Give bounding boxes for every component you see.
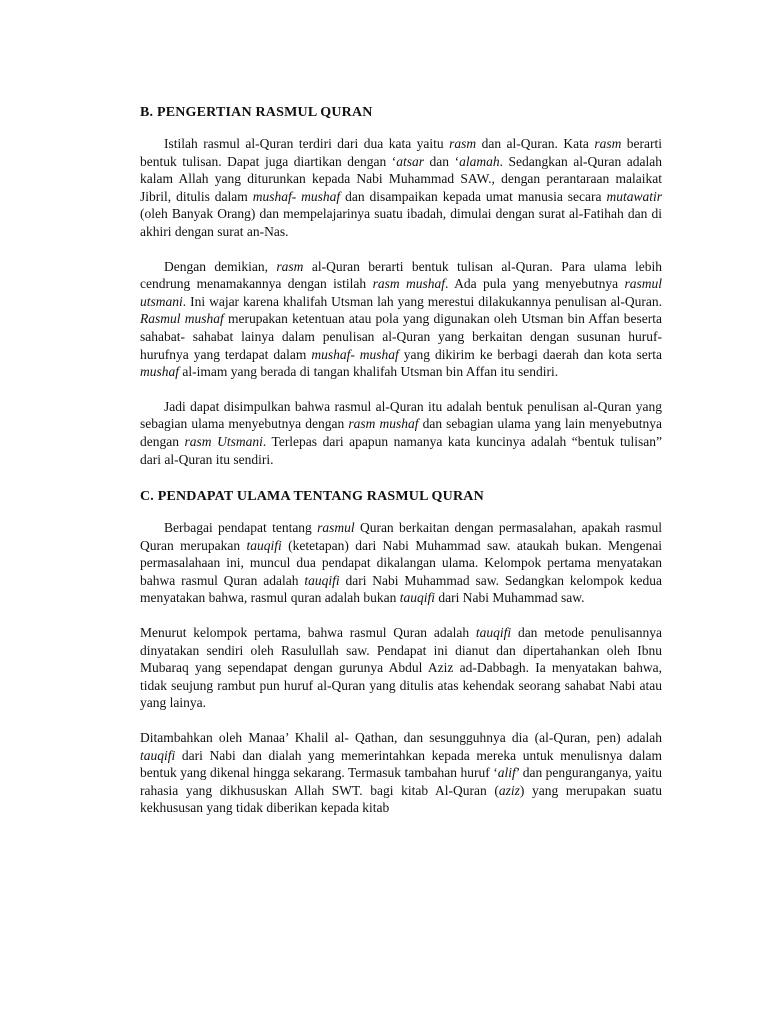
italic-term: rasm mushaf	[348, 416, 419, 432]
section-c-paragraph-3	[140, 729, 662, 817]
italic-term: rasm	[276, 258, 304, 274]
text-run: Berbagai pendapat tentang	[164, 520, 318, 536]
text-run: dan metode penulisannya dinyatakan sendiri oleh Rasulullah saw. Pendapat ini dianut dan dipertahankan oleh Ibnu Mubaraq yang sependapat dengan gurunya Abdul Aziz ad-Dabbagh. Ia menyatakan bahwa, tidak seujung rambut pun huruf al-Quran yang ditulis atas kehendak seorang sahabat Nabi atau yang lainya.	[140, 625, 662, 711]
italic-term: rasm Utsmani	[184, 433, 263, 449]
text-run: Menurut kelompok pertama, bahwa rasmul Quran adalah	[140, 625, 476, 641]
section-c-heading: C. PENDAPAT ULAMA TENTANG RASMUL QURAN	[140, 489, 484, 505]
section-b-heading: B. PENGERTIAN RASMUL QURAN	[140, 105, 373, 120]
text-run: dan sebagian ulama yang lain menyebutnya dengan	[140, 416, 663, 449]
text-run: dan ‘	[424, 153, 460, 169]
section-b-paragraph-1	[140, 135, 662, 241]
text-run: ) yang merupakan suatu kekhususan yang tidak diberikan kepada kitab	[140, 782, 662, 816]
italic-term: tauqifi	[475, 625, 512, 641]
section-c-paragraph-1	[140, 519, 662, 607]
italic-term: alamah	[459, 153, 500, 169]
document-body	[140, 104, 662, 834]
italic-term: rasm	[449, 136, 477, 151]
italic-term: aziz	[498, 782, 520, 798]
text-run: yang dikirim ke berbagi daerah dan kota serta	[398, 346, 662, 362]
italic-term: tauqifi	[140, 747, 176, 763]
text-run: (oleh Banyak Orang) dan mempelajarinya suatu ibadah, dimulai dengan surat al-Fatihah dan di akhiri dengan surat an-Nas.	[140, 206, 662, 239]
italic-term: rasm mushaf	[372, 276, 446, 292]
text-run: . Terlepas dari apapun namanya kata kuncinya adalah “bentuk tulisan” dari al-Quran itu sendiri.	[140, 433, 663, 467]
italic-term: mushaf	[140, 364, 180, 380]
section-b-paragraph-2	[140, 258, 662, 381]
italic-term: mushaf- mushaf	[311, 346, 399, 362]
italic-term: rasm	[594, 136, 622, 151]
text-run: al-imam yang berada di tangan khalifah Utsman bin Affan itu sendiri.	[179, 364, 559, 380]
text-run: . Sedangkan al-Quran adalah kalam Allah yang diturunkan kepada Nabi Muhammad SAW., dengan perantaraan malaikat Jibril, ditulis dalam	[140, 153, 662, 204]
text-run: dan al-Quran. Kata	[476, 136, 595, 151]
text-run: dari Nabi dan dialah yang memerintahkan kepada mereka untuk menulisnya dalam bentuk yang dikenal hingga sekarang. Termasuk tambahan huruf ‘	[140, 747, 662, 781]
text-run: dari Nabi Muhammad saw. Sedangkan kelompok kedua menyatakan bahwa, rasmul quran adalah bukan	[140, 572, 662, 606]
text-run: berarti bentuk tulisan. Dapat juga diartikan dengan ‘	[140, 136, 663, 169]
section-c-paragraph-2	[140, 624, 662, 712]
italic-term: tauqifi	[304, 572, 340, 588]
text-run: merupakan ketentuan atau pola yang digunakan oleh Utsman bin Affan beserta sahabat- sahabat lainya dalam penulisan al-Quran yang berkaitan dengan susunan huruf- hurufnya yang terdapat dalam	[140, 311, 662, 362]
italic-term: rasmul	[317, 520, 355, 536]
text-run: dari Nabi Muhammad saw.	[435, 590, 585, 606]
italic-term: mutawatir	[606, 188, 662, 204]
text-run: dan disampaikan kepada umat manusia secara	[340, 188, 607, 204]
italic-term: tauqifi	[399, 590, 436, 606]
text-run: Jadi dapat disimpulkan bahwa rasmul al-Quran itu adalah bentuk penulisan al-Quran yang sebagian ulama menyebutnya dengan	[140, 398, 662, 432]
italic-term: tauqifi	[246, 537, 282, 553]
text-run: (ketetapan) dari Nabi Muhammad saw. ataukah bukan. Mengenai permasalahaan ini, muncul dua pendapat dikalangan ulama. Kelompok pertama menyatakan bahwa rasmul Quran adalah	[140, 537, 662, 588]
text-run: . Ada pula yang menyebutnya	[445, 276, 625, 292]
italic-term: alif	[497, 765, 516, 781]
text-run: Ditambahkan oleh Manaa’ Khalil al- Qathan, dan sesungguhnya dia (al-Quran, pen) adalah	[140, 730, 662, 746]
text-run: Dengan demikian,	[164, 258, 277, 274]
section-b-paragraph-3	[140, 398, 662, 468]
italic-term: rasmul utsmani	[140, 276, 662, 309]
text-run: . Ini wajar karena khalifah Utsman lah yang merestui dilakukannya penulisan al-Quran.	[182, 293, 662, 309]
text-run: ’ dan penguranganya, yaitu rahasia yang dikhususkan Allah SWT. bagi kitab Al-Quran (	[140, 765, 662, 798]
text-run: al-Quran berarti bentuk tulisan al-Quran. Para ulama lebih cendrung menamakannya dengan istilah	[140, 258, 662, 292]
text-run: Istilah rasmul al-Quran terdiri dari dua kata yaitu	[164, 136, 450, 151]
italic-term: mushaf- mushaf	[252, 188, 341, 204]
text-run: Quran berkaitan dengan permasalahan, apakah rasmul Quran merupakan	[140, 520, 662, 553]
italic-term: atsar	[396, 153, 425, 169]
italic-term: Rasmul mushaf	[140, 311, 224, 327]
